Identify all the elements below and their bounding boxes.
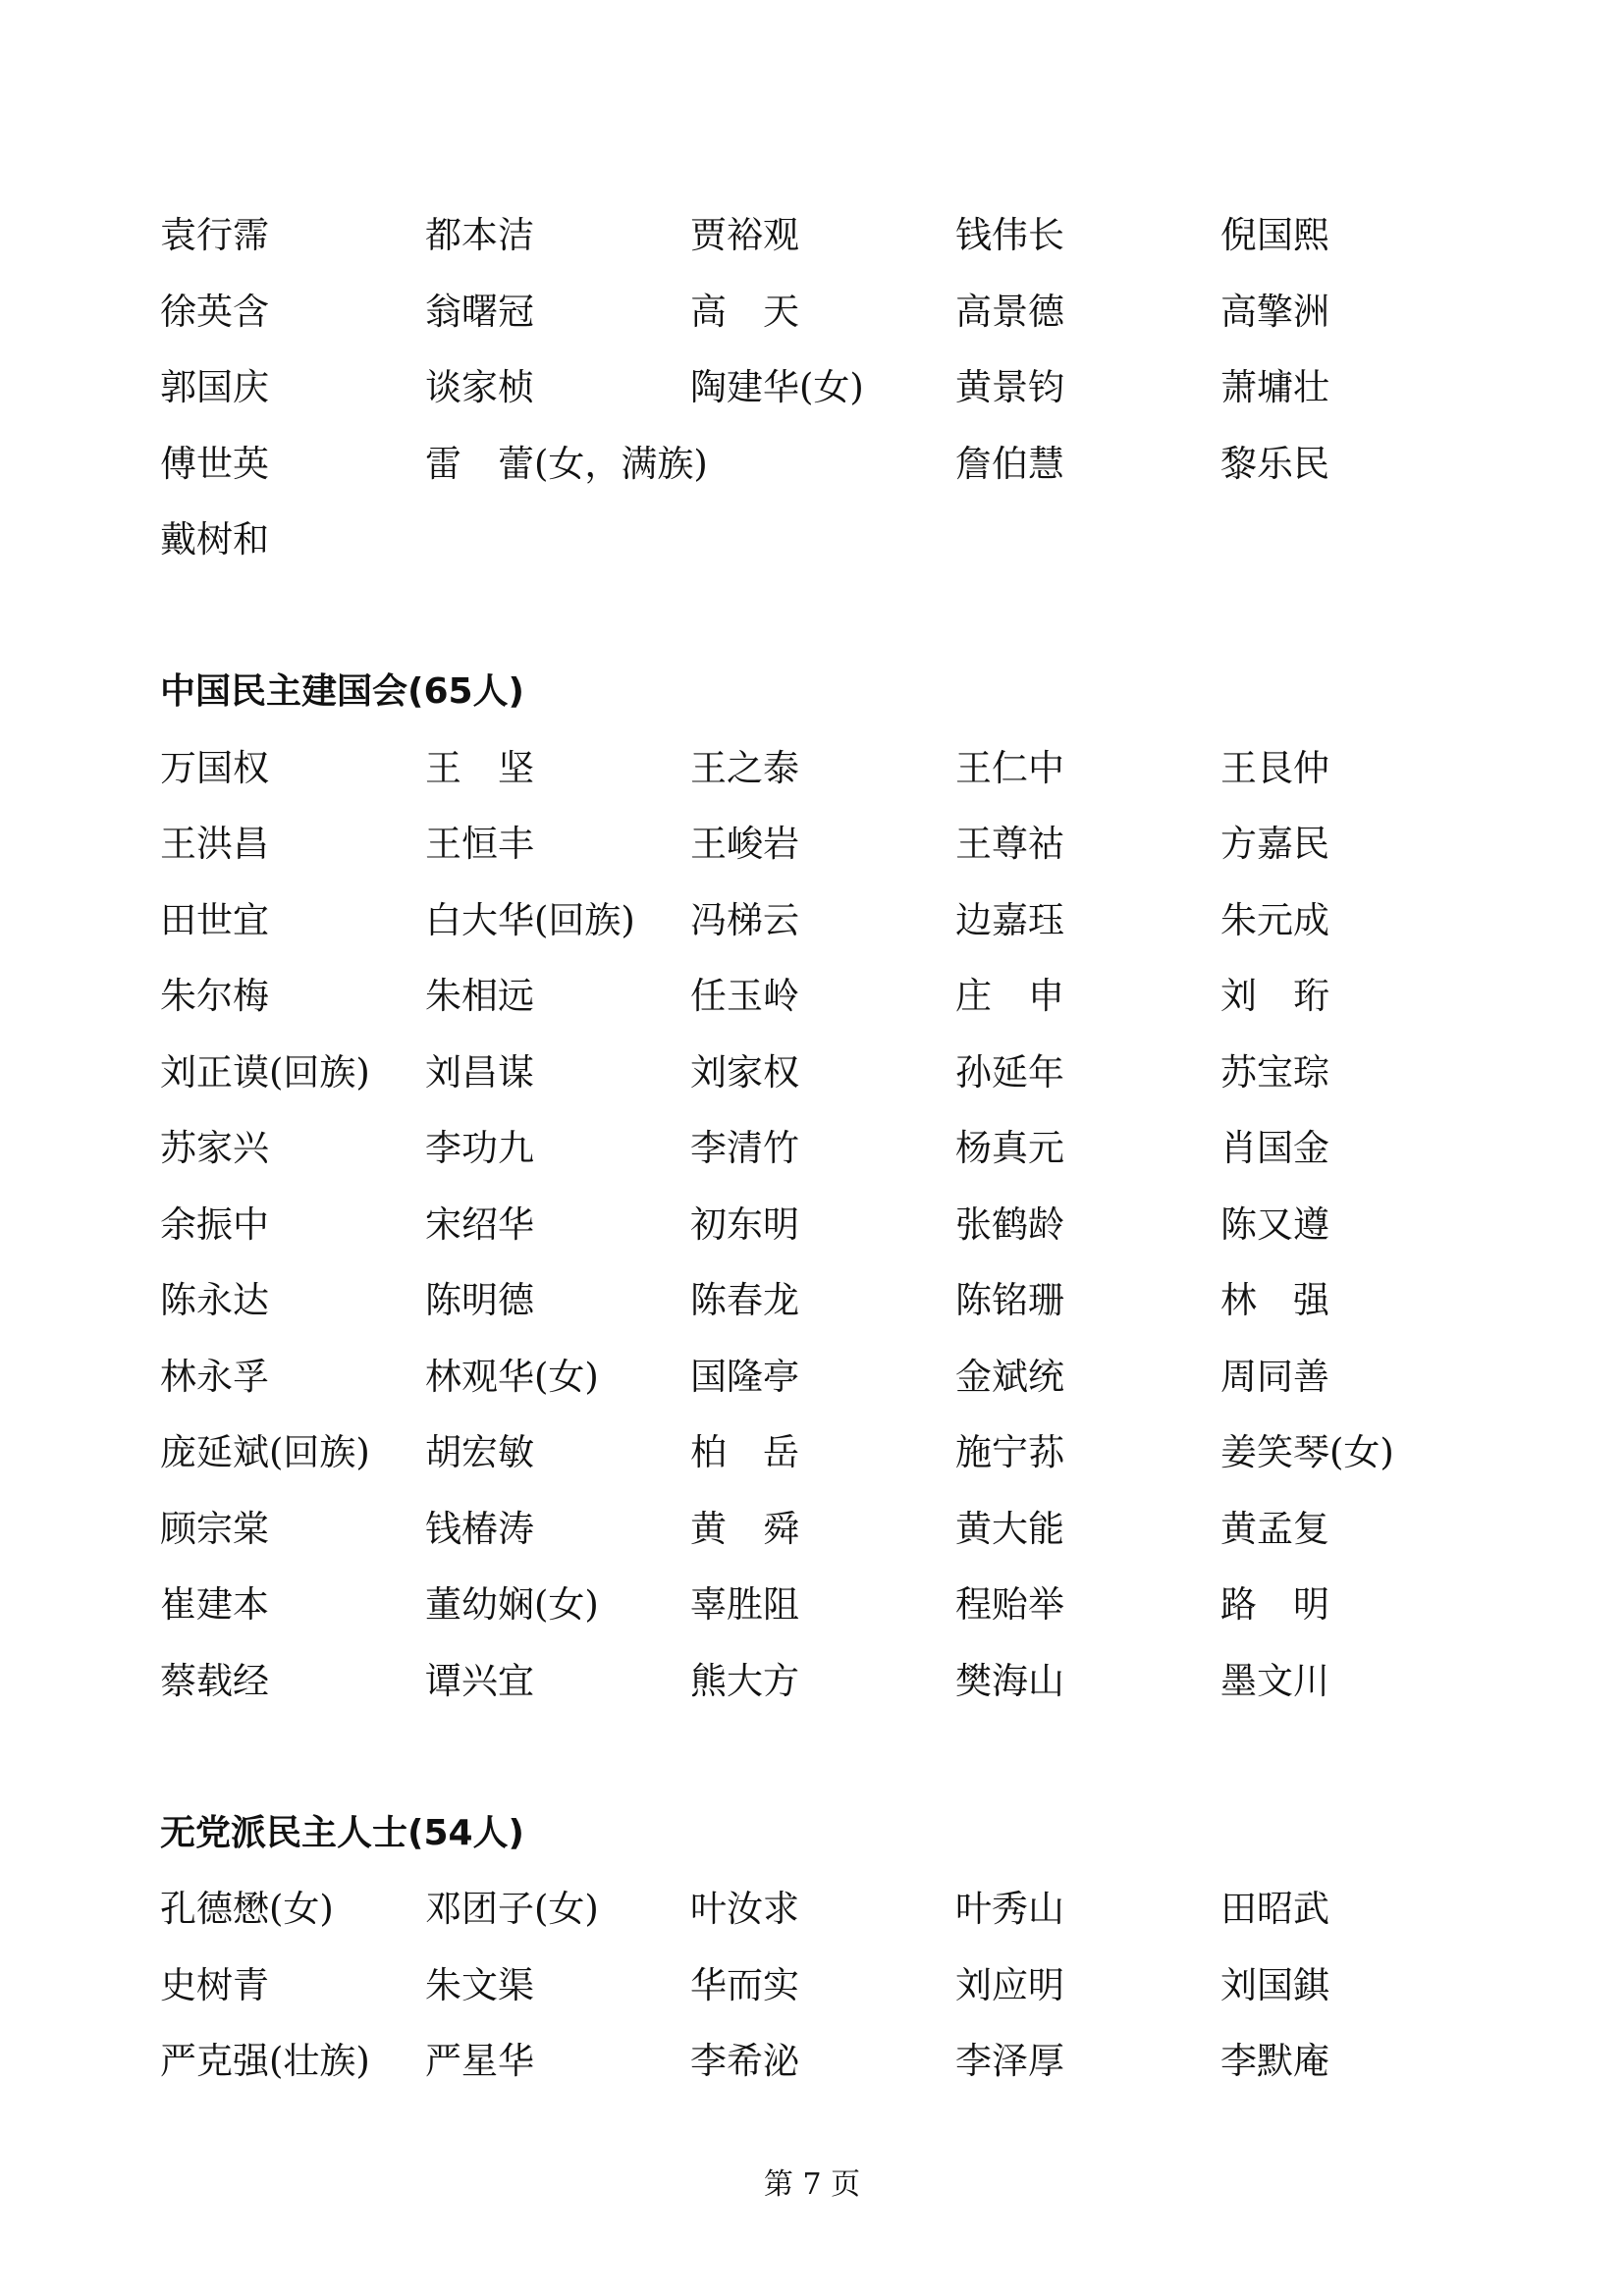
name-cell: 林 强 bbox=[1220, 1279, 1329, 1321]
name-cell: 朱相远 bbox=[425, 975, 534, 1017]
name-cell: 傅世英 bbox=[160, 442, 269, 485]
name-cell: 金斌统 bbox=[955, 1355, 1064, 1398]
name-cell: 邓团子(女) bbox=[425, 1888, 599, 1930]
name-row bbox=[160, 967, 1476, 1043]
name-row bbox=[160, 1043, 1476, 1120]
name-cell: 刘应明 bbox=[955, 1963, 1064, 2006]
name-cell: 柏 岳 bbox=[690, 1431, 799, 1473]
name-cell: 姜笑琴(女) bbox=[1220, 1431, 1394, 1473]
name-cell: 王峻岩 bbox=[690, 823, 799, 865]
name-cell: 程贻举 bbox=[955, 1583, 1064, 1626]
name-cell: 詹伯慧 bbox=[955, 442, 1064, 485]
name-cell: 李功九 bbox=[425, 1127, 534, 1169]
name-cell: 王仁中 bbox=[955, 746, 1064, 789]
name-cell: 周同善 bbox=[1220, 1355, 1329, 1398]
name-row bbox=[160, 283, 1476, 359]
name-cell: 华而实 bbox=[690, 1963, 799, 2006]
name-cell: 倪国熙 bbox=[1220, 214, 1329, 256]
name-cell: 徐英含 bbox=[160, 290, 269, 333]
name-cell: 孙延年 bbox=[955, 1050, 1064, 1094]
name-row bbox=[160, 1575, 1476, 1652]
name-cell: 王洪昌 bbox=[160, 823, 269, 865]
name-cell: 刘国錤 bbox=[1220, 1963, 1329, 2006]
name-row bbox=[160, 1119, 1476, 1196]
name-cell: 高景德 bbox=[955, 290, 1064, 333]
name-cell: 李清竹 bbox=[690, 1127, 799, 1169]
name-row bbox=[160, 358, 1476, 435]
page-number: 第 7 页 bbox=[763, 2167, 861, 2202]
section-heading: 无党派民主人士(54人) bbox=[160, 1812, 525, 1853]
name-cell: 施宁荪 bbox=[955, 1431, 1064, 1473]
name-cell: 王恒丰 bbox=[425, 823, 534, 865]
name-cell: 陈明德 bbox=[425, 1279, 534, 1321]
name-row bbox=[160, 510, 1476, 587]
name-row bbox=[160, 435, 1476, 511]
name-cell: 万国权 bbox=[160, 746, 269, 789]
name-cell: 王之泰 bbox=[690, 746, 799, 789]
name-cell: 高擎洲 bbox=[1220, 290, 1329, 333]
name-cell: 樊海山 bbox=[955, 1659, 1064, 1702]
name-cell: 陈永达 bbox=[160, 1279, 269, 1321]
name-row bbox=[160, 1271, 1476, 1348]
name-cell: 张鹤龄 bbox=[955, 1202, 1064, 1246]
section-gap bbox=[160, 587, 1476, 664]
name-row bbox=[160, 1196, 1476, 1272]
name-row bbox=[160, 739, 1476, 816]
name-cell: 蔡载经 bbox=[160, 1659, 269, 1702]
name-cell: 李泽厚 bbox=[955, 2040, 1064, 2082]
name-cell: 初东明 bbox=[690, 1202, 799, 1246]
name-cell: 苏宝琮 bbox=[1220, 1050, 1329, 1094]
name-cell: 叶汝求 bbox=[690, 1888, 799, 1930]
name-cell: 黄景钧 bbox=[955, 366, 1064, 408]
name-cell: 林观华(女) bbox=[425, 1355, 599, 1398]
name-cell: 雷 蕾(女，满族) bbox=[425, 442, 708, 485]
name-row bbox=[160, 1652, 1476, 1729]
name-cell: 杨真元 bbox=[955, 1127, 1064, 1169]
name-cell: 宋绍华 bbox=[425, 1202, 534, 1246]
name-cell: 朱尔梅 bbox=[160, 975, 269, 1017]
name-cell: 冯梯云 bbox=[690, 898, 799, 941]
name-cell: 谭兴宜 bbox=[425, 1659, 534, 1702]
name-cell: 陈春龙 bbox=[690, 1279, 799, 1321]
name-cell: 庞延斌(回族) bbox=[160, 1431, 370, 1473]
section-heading: 中国民主建国会(65人) bbox=[160, 671, 525, 712]
name-cell: 崔建本 bbox=[160, 1583, 269, 1626]
name-cell: 墨文川 bbox=[1220, 1659, 1329, 1702]
name-cell: 刘家权 bbox=[690, 1050, 799, 1094]
name-cell: 萧墉壮 bbox=[1220, 366, 1329, 408]
section-gap bbox=[160, 1728, 1476, 1804]
name-cell: 庄 申 bbox=[955, 975, 1064, 1017]
name-cell: 方嘉民 bbox=[1220, 823, 1329, 865]
name-cell: 任玉岭 bbox=[690, 975, 799, 1017]
name-row bbox=[160, 1500, 1476, 1576]
name-cell: 余振中 bbox=[160, 1202, 269, 1246]
name-cell: 林永孚 bbox=[160, 1355, 269, 1398]
name-cell: 朱文渠 bbox=[425, 1963, 534, 2006]
name-row bbox=[160, 1956, 1476, 2033]
name-row bbox=[160, 206, 1476, 283]
name-row bbox=[160, 815, 1476, 891]
name-row bbox=[160, 2032, 1476, 2109]
name-cell: 叶秀山 bbox=[955, 1888, 1064, 1930]
name-cell: 严星华 bbox=[425, 2040, 534, 2082]
name-row bbox=[160, 1880, 1476, 1956]
name-cell: 黄 舜 bbox=[690, 1507, 799, 1550]
name-cell: 郭国庆 bbox=[160, 366, 269, 408]
name-cell: 顾宗棠 bbox=[160, 1507, 269, 1550]
name-cell: 辜胜阻 bbox=[690, 1583, 799, 1626]
name-cell: 陶建华(女) bbox=[690, 366, 864, 408]
name-cell: 贾裕观 bbox=[690, 214, 799, 256]
name-row bbox=[160, 1348, 1476, 1424]
name-cell: 熊大方 bbox=[690, 1659, 799, 1702]
name-cell: 严克强(壮族) bbox=[160, 2040, 370, 2082]
name-cell: 黄大能 bbox=[955, 1507, 1064, 1550]
name-cell: 田昭武 bbox=[1220, 1888, 1329, 1930]
name-list bbox=[160, 206, 1476, 2109]
name-cell: 谈家桢 bbox=[425, 366, 534, 408]
name-cell: 李默庵 bbox=[1220, 2040, 1329, 2082]
name-row bbox=[160, 891, 1476, 968]
name-cell: 刘昌谋 bbox=[425, 1050, 534, 1094]
name-cell: 钱伟长 bbox=[955, 214, 1064, 256]
name-cell: 路 明 bbox=[1220, 1583, 1329, 1626]
name-cell: 田世宜 bbox=[160, 898, 269, 941]
name-cell: 陈又遵 bbox=[1220, 1202, 1329, 1246]
name-cell: 王艮仲 bbox=[1220, 746, 1329, 789]
name-cell: 边嘉珏 bbox=[955, 898, 1064, 941]
name-cell: 黎乐民 bbox=[1220, 442, 1329, 485]
name-cell: 都本洁 bbox=[425, 214, 534, 256]
name-cell: 李希泌 bbox=[690, 2040, 799, 2082]
name-cell: 钱椿涛 bbox=[425, 1507, 534, 1550]
name-cell: 肖国金 bbox=[1220, 1127, 1329, 1169]
name-cell: 史树青 bbox=[160, 1963, 269, 2006]
name-cell: 刘正谟(回族) bbox=[160, 1050, 370, 1094]
name-cell: 孔德懋(女) bbox=[160, 1888, 334, 1930]
name-row bbox=[160, 1423, 1476, 1500]
section-cndca bbox=[160, 663, 1476, 1728]
name-cell: 戴树和 bbox=[160, 518, 269, 561]
name-cell: 朱元成 bbox=[1220, 898, 1329, 941]
name-cell: 胡宏敏 bbox=[425, 1431, 534, 1473]
section-continued bbox=[160, 206, 1476, 587]
name-cell: 陈铭珊 bbox=[955, 1279, 1064, 1321]
name-cell: 国隆亭 bbox=[690, 1355, 799, 1398]
name-cell: 黄孟复 bbox=[1220, 1507, 1329, 1550]
name-cell: 王尊祜 bbox=[955, 823, 1064, 865]
name-cell: 白大华(回族) bbox=[425, 898, 635, 941]
name-cell: 刘 珩 bbox=[1220, 975, 1329, 1017]
section-non-party bbox=[160, 1804, 1476, 2109]
name-cell: 董幼娴(女) bbox=[425, 1583, 599, 1626]
name-cell: 王 坚 bbox=[425, 746, 534, 789]
name-cell: 高 天 bbox=[690, 290, 799, 333]
name-cell: 翁曙冠 bbox=[425, 290, 534, 333]
name-cell: 袁行霈 bbox=[160, 214, 269, 256]
name-cell: 苏家兴 bbox=[160, 1127, 269, 1169]
